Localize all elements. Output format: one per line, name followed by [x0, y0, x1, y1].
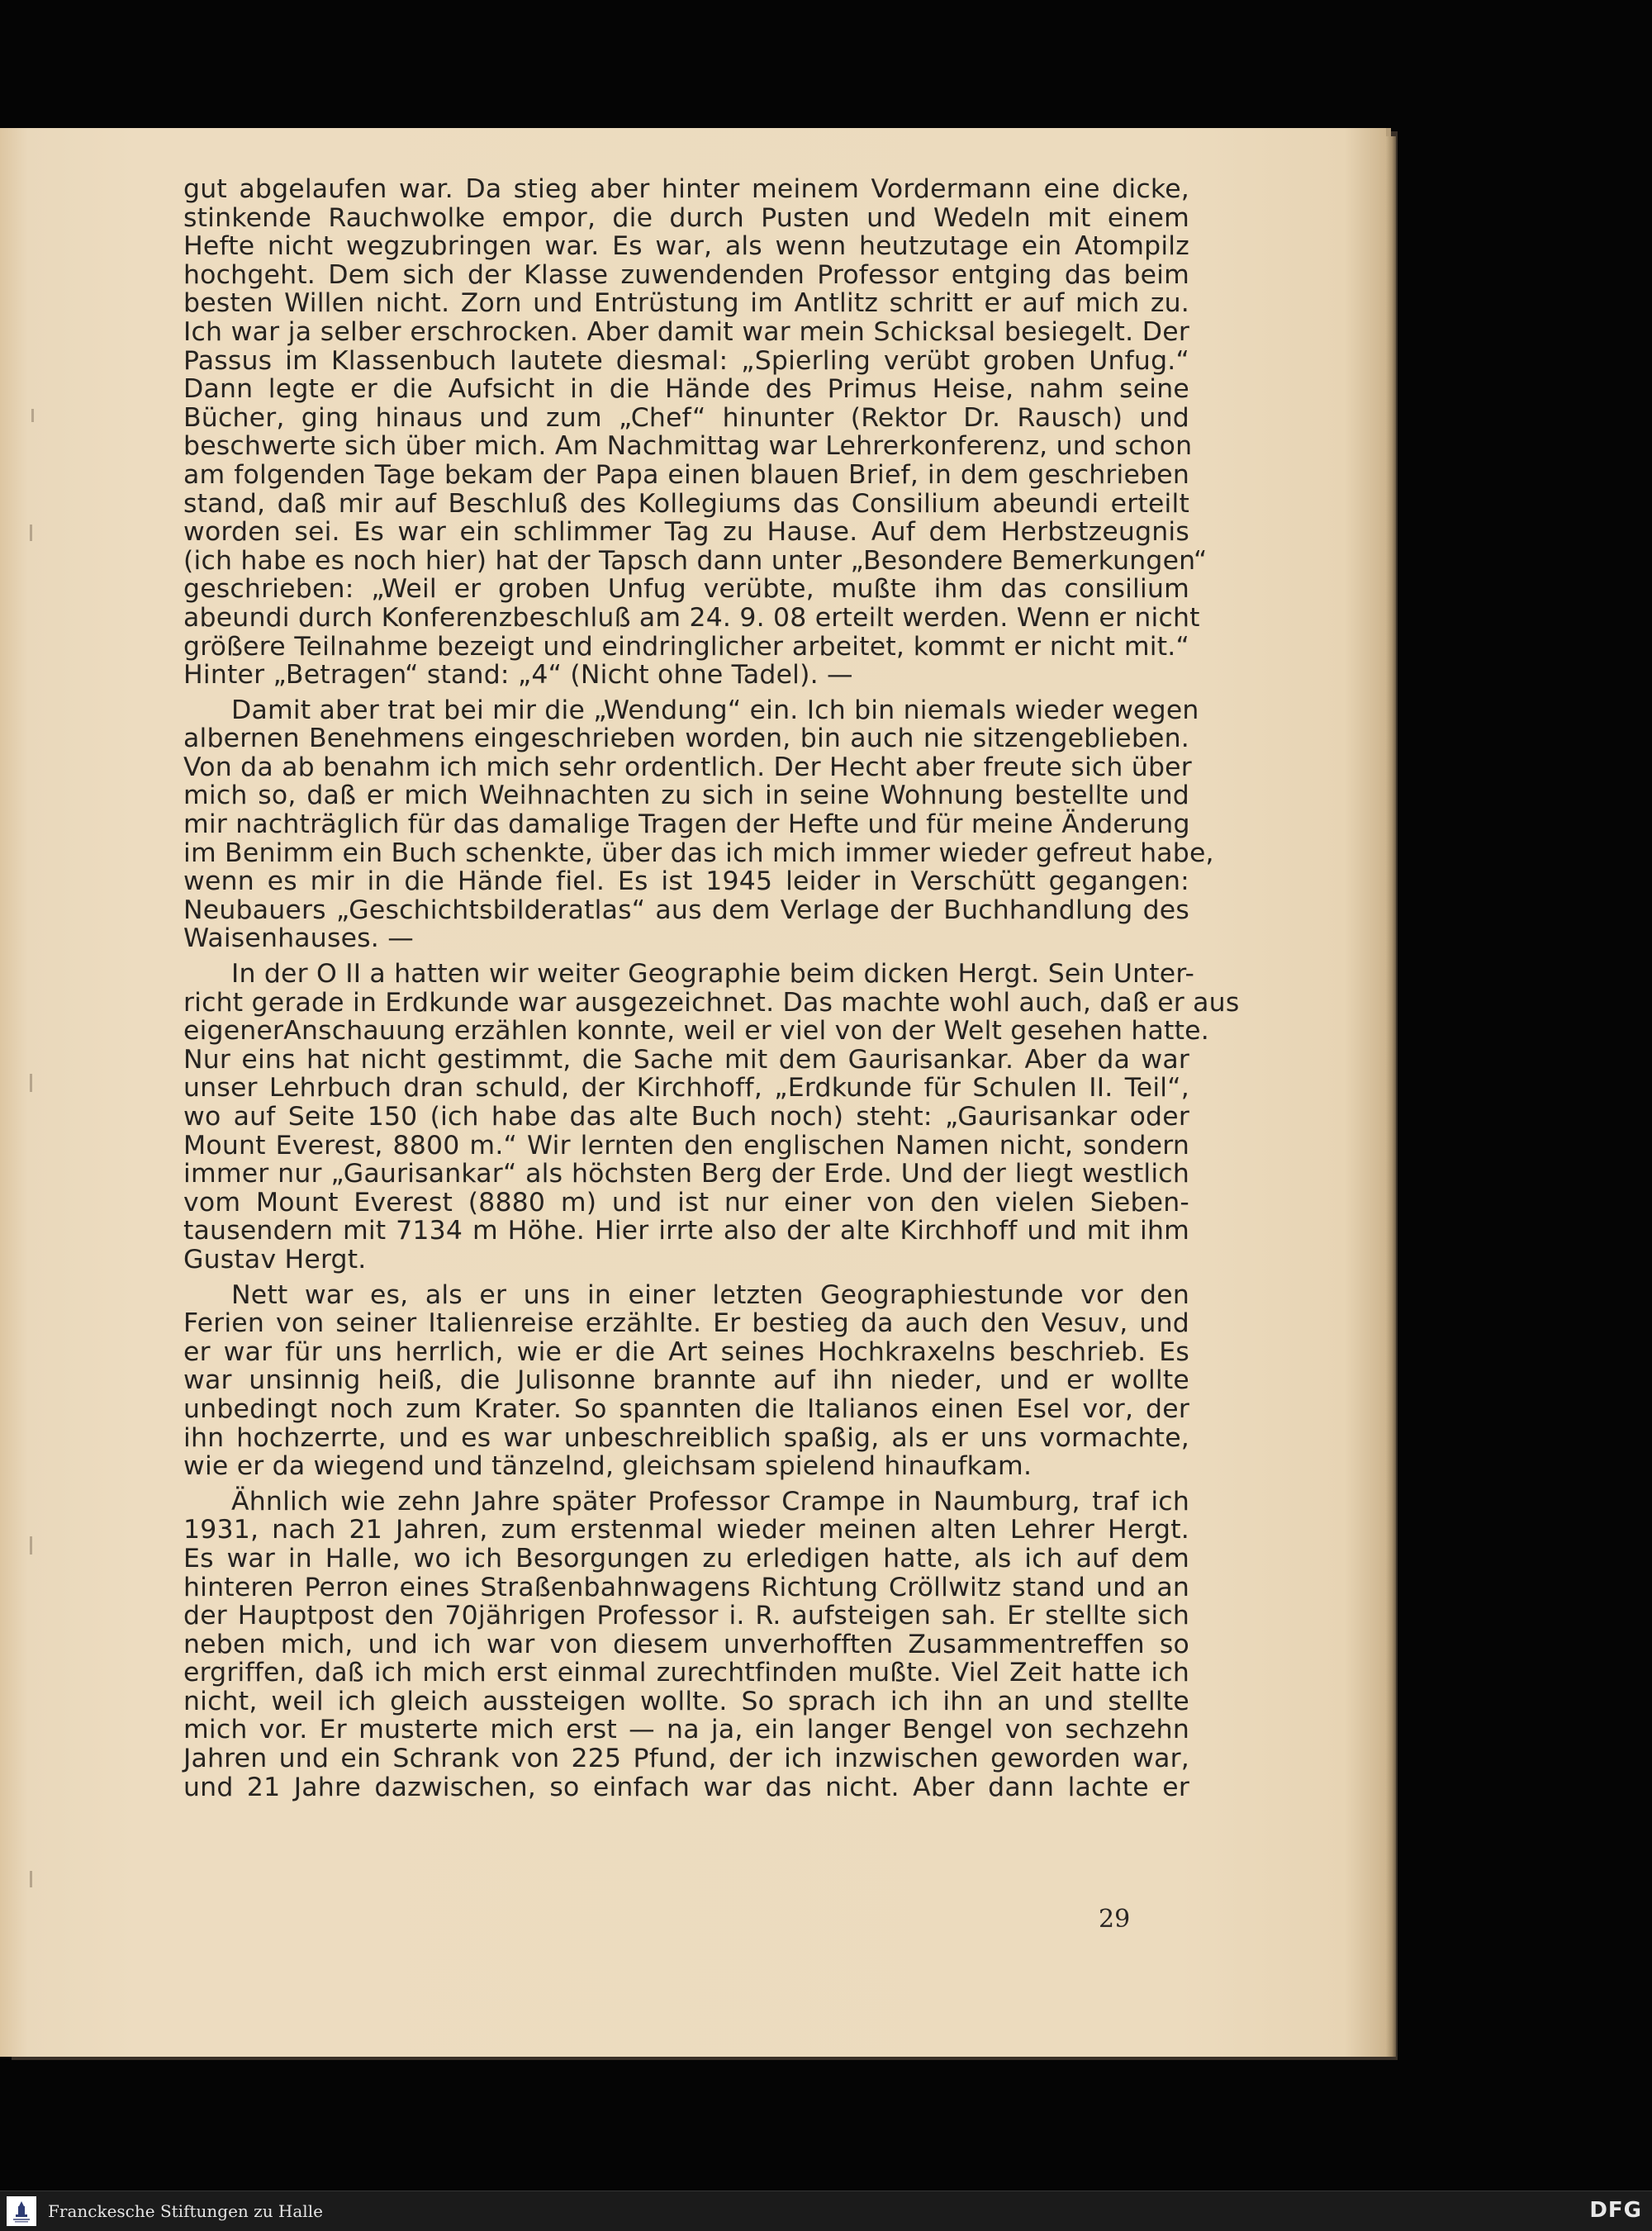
- viewer-footer-bar: [0, 2191, 1652, 2231]
- text-line: neben mich, und ich war von diesem unverhofften Zusammentreffen so: [183, 1629, 1189, 1659]
- text-line: ergriffen, daß ich mich erst einmal zurechtfinden mußte. Viel Zeit hatte ich: [183, 1658, 1189, 1688]
- text-line: geschrieben: „Weil er groben Unfug verübte, mußte ihm das consilium: [183, 574, 1189, 605]
- text-line: worden sei. Es war ein schlimmer Tag zu Hause. Auf dem Herbstzeugnis: [183, 517, 1189, 548]
- text-line: mir nachträglich für das damalige Tragen der Hefte und für meine Änderung: [183, 809, 1190, 840]
- text-line: tausendern mit 7134 m Höhe. Hier irrte also der alte Kirchhoff und mit ihm: [183, 1216, 1189, 1246]
- text-line: wo auf Seite 150 (ich habe das alte Buch noch) steht: „Gaurisankar oder: [183, 1102, 1189, 1132]
- pencil-margin-mark: [31, 409, 34, 422]
- pencil-margin-mark: [30, 525, 32, 541]
- dfg-logo: DFG: [1589, 2198, 1642, 2223]
- text-line: Neubauers „Geschichtsbilderatlas“ aus dem Verlage der Buchhandlung des: [183, 895, 1189, 925]
- text-line: der Hauptpost den 70jährigen Professor i. R. aufsteigen sah. Er stellte sich: [183, 1601, 1189, 1631]
- text-line: und 21 Jahre dazwischen, so einfach war das nicht. Aber dann lachte er: [183, 1772, 1189, 1802]
- text-line: Jahren und ein Schrank von 225 Pfund, der ich inzwischen geworden war,: [183, 1744, 1189, 1774]
- text-line: 1931, nach 21 Jahren, zum erstenmal wieder meinen alten Lehrer Hergt.: [183, 1515, 1189, 1545]
- text-line: Dann legte er die Aufsicht in die Hände des Primus Heise, nahm seine: [183, 374, 1189, 405]
- text-line: Hinter „Betragen“ stand: „4“ (Nicht ohne Tadel). —: [183, 660, 853, 691]
- text-line: Ähnlich wie zehn Jahre später Professor Crampe in Naumburg, traf ich: [231, 1486, 1189, 1517]
- text-line: hochgeht. Dem sich der Klasse zuwendenden Professor entging das beim: [183, 259, 1189, 290]
- text-line: vom Mount Everest (8880 m) und ist nur einer von den vielen Sieben-: [183, 1187, 1189, 1218]
- text-line: abeundi durch Konferenzbeschluß am 24. 9. 08 erteilt werden. Wenn er nicht: [183, 602, 1200, 633]
- text-line: stand, daß mir auf Beschluß des Kollegiums das Consilium abeundi erteilt: [183, 488, 1189, 519]
- text-line: größere Teilnahme bezeigt und eindringlicher arbeitet, kommt er nicht mit.“: [183, 631, 1189, 662]
- text-line: In der O II a hatten wir weiter Geographie beim dicken Hergt. Sein Unter-: [231, 959, 1195, 990]
- text-line: Ferien von seiner Italienreise erzählte. Er bestieg da auch den Vesuv, und: [183, 1308, 1189, 1339]
- text-line: immer nur „Gaurisankar“ als höchsten Berg der Erde. Und der liegt westlich: [183, 1159, 1189, 1189]
- text-line: Es war in Halle, wo ich Besorgungen zu erledigen hatte, als ich auf dem: [183, 1543, 1189, 1574]
- text-line: wie er da wiegend und tänzelnd, gleichsam spielend hinaufkam.: [183, 1451, 1032, 1482]
- text-line: unbedingt noch zum Krater. So spannten die Italianos einen Esel vor, der: [183, 1393, 1189, 1424]
- paragraph: [183, 1488, 1189, 1802]
- text-line: im Benimm ein Buch schenkte, über das ich mich immer wieder gefreut habe,: [183, 838, 1214, 868]
- pencil-margin-mark: [30, 1871, 32, 1887]
- text-line: mich so, daß er mich Weihnachten zu sich in seine Wohnung bestellte und: [183, 781, 1189, 811]
- francke-foundation-logo-icon[interactable]: [7, 2196, 36, 2226]
- page-edge: [1386, 136, 1396, 2057]
- text-line: albernen Benehmens eingeschrieben worden, bin auch nie sitzengeblieben.: [183, 724, 1189, 754]
- text-line: Ich war ja selber erschrocken. Aber damit war mein Schicksal besiegelt. Der: [183, 316, 1189, 347]
- text-line: ihn hochzerrte, und es war unbeschreiblich spaßig, als er uns vormachte,: [183, 1422, 1189, 1453]
- text-line: eigenerAnschauung erzählen konnte, weil er viel von der Welt gesehen hatte.: [183, 1016, 1209, 1047]
- paragraph: [183, 959, 1240, 1275]
- body-text: [183, 174, 1240, 1802]
- text-line: nicht, weil ich gleich aussteigen wollte. So sprach ich ihn an und stellte: [183, 1686, 1189, 1716]
- text-line: Mount Everest, 8800 m.“ Wir lernten den englischen Namen nicht, sondern: [183, 1130, 1189, 1161]
- text-line: hinteren Perron eines Straßenbahnwagens Richtung Cröllwitz stand und an: [183, 1572, 1189, 1602]
- text-line: beschwerte sich über mich. Am Nachmittag war Lehrerkonferenz, und schon: [183, 431, 1193, 462]
- text-line: mich vor. Er musterte mich erst — na ja, ein langer Bengel von sechzehn: [183, 1715, 1189, 1745]
- text-line: Damit aber trat bei mir die „Wendung“ ein. Ich bin niemals wieder wegen: [231, 695, 1199, 725]
- text-line: Von da ab benahm ich mich sehr ordentlich. Der Hecht aber freute sich über: [183, 752, 1192, 782]
- text-line: wenn es mir in die Hände fiel. Es ist 1945 leider in Verschütt gegangen:: [183, 866, 1189, 897]
- text-line: stinkende Rauchwolke empor, die durch Pusten und Wedeln mit einem: [183, 202, 1189, 233]
- text-line: Waisenhauses. —: [183, 923, 414, 954]
- pencil-margin-mark: [30, 1074, 32, 1092]
- pencil-margin-mark: [30, 1536, 32, 1555]
- paragraph: [183, 695, 1214, 954]
- text-line: gut abgelaufen war. Da stieg aber hinter meinem Vordermann eine dicke,: [183, 174, 1189, 204]
- text-line: Nur eins hat nicht gestimmt, die Sache mit dem Gaurisankar. Aber da war: [183, 1044, 1189, 1075]
- text-line: besten Willen nicht. Zorn und Entrüstung im Antlitz schritt er auf mich zu.: [183, 288, 1189, 319]
- text-line: war unsinnig heiß, die Julisonne brannte auf ihn nieder, und er wollte: [183, 1365, 1189, 1396]
- text-line: Passus im Klassenbuch lautete diesmal: „Spierling verübt groben Unfug.“: [183, 345, 1189, 376]
- footer-institution-label[interactable]: Franckesche Stiftungen zu Halle: [48, 2201, 323, 2221]
- text-line: er war für uns herrlich, wie er die Art seines Hochkraxelns beschrieb. Es: [183, 1336, 1189, 1367]
- text-line: unser Lehrbuch dran schuld, der Kirchhoff, „Erdkunde für Schulen II. Teil“,: [183, 1073, 1189, 1104]
- text-line: richt gerade in Erdkunde war ausgezeichnet. Das machte wohl auch, daß er aus: [183, 987, 1240, 1018]
- text-line: am folgenden Tage bekam der Papa einen blauen Brief, in dem geschrieben: [183, 459, 1189, 490]
- text-line: Bücher, ging hinaus und zum „Chef“ hinunter (Rektor Dr. Rausch) und: [183, 402, 1189, 433]
- text-line: Hefte nicht wegzubringen war. Es war, als wenn heutzutage ein Atompilz: [183, 231, 1189, 262]
- text-line: (ich habe es noch hier) hat der Tapsch dann unter „Besondere Bemerkungen“: [183, 545, 1208, 576]
- francke-foundation-logo-icon-graphic: [11, 2199, 32, 2224]
- text-line: Nett war es, als er uns in einer letzten Geographiestunde vor den: [231, 1279, 1189, 1310]
- page-number: 29: [1099, 1905, 1131, 1934]
- paragraph: [183, 1281, 1189, 1481]
- paragraph: [183, 174, 1208, 691]
- text-line: Gustav Hergt.: [183, 1244, 367, 1275]
